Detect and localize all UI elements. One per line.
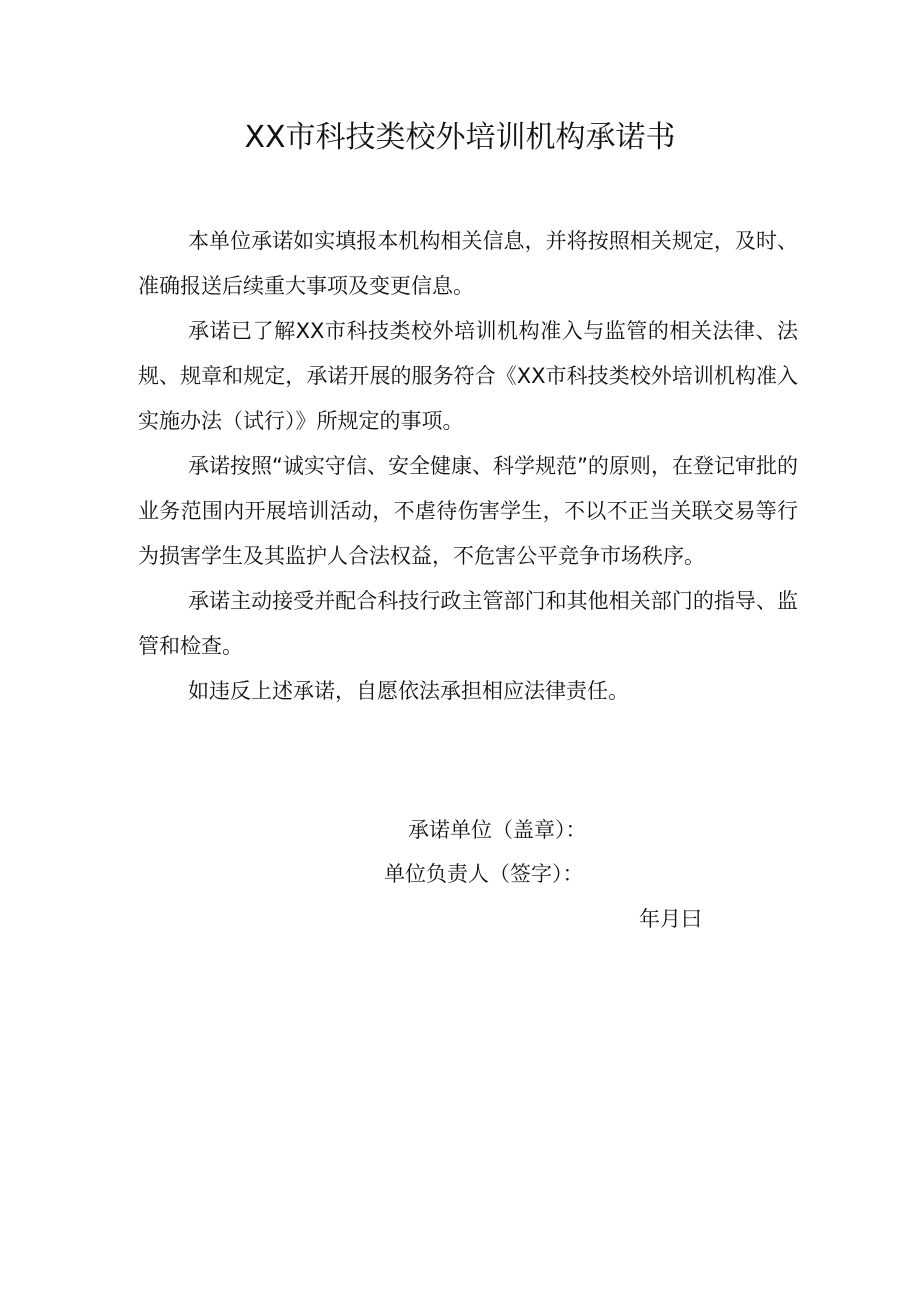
paragraph-5: 如违反上述承诺，自愿依法承担相应法律责任。	[188, 679, 629, 703]
paragraph-2: 承诺已了解XX市科技类校外培训机构准入与监管的相关法律、法规、规章和规定，承诺开展的服务符合《XX市科技类校外培训机构准入实施办法（试行）》所规定的事项。	[138, 319, 798, 433]
signature-person-label: 单位负责人（签字）：	[384, 862, 584, 886]
paragraph-3: 承诺按照“诚实守信、安全健康、科学规范”的原则，在登记审批的业务范围内开展培训活动，不虐待伤害学生，不以不正当关联交易等行为损害学生及其监护人合法权益，不危害公平竞争市场秩序。	[138, 454, 798, 568]
document-body	[138, 219, 798, 714]
document-title: XX市科技类校外培训机构承诺书	[244, 120, 676, 155]
signature-unit-label: 承诺单位（盖章）：	[408, 818, 587, 842]
paragraph-4: 承诺主动接受并配合科技行政主管部门和其他相关部门的指导、监管和检查。	[138, 589, 798, 658]
paragraph-1: 本单位承诺如实填报本机构相关信息，并将按照相关规定，及时、准确报送后续重大事项及变更信息。	[138, 229, 798, 298]
signature-date-label: 年月曰	[639, 907, 702, 931]
